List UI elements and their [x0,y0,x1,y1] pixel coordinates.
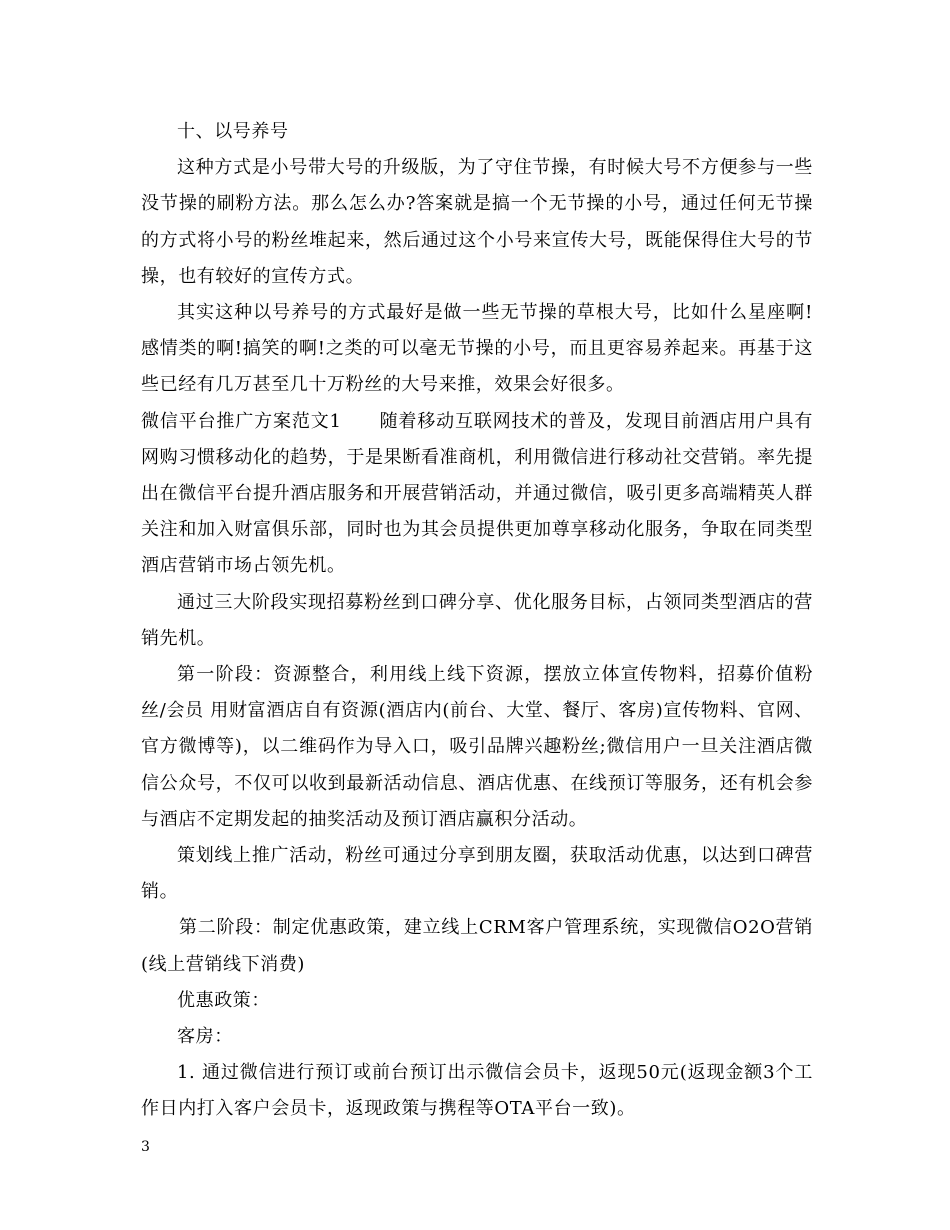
paragraph: 优惠政策： [177,989,270,1011]
document-body [141,114,813,1128]
list-item: 1. 通过微信进行预订或前台预订出示微信会员卡，返现50元(返现金额3个工作日内打入客户会员卡，返现政策与携程等OTA平台一致)。 [141,1062,813,1120]
paragraph: 通过三大阶段实现招募粉丝到口碑分享、优化服务目标，占领同类型酒店的营销先机。 [141,591,813,649]
paragraph: 第一阶段：资源整合，利用线上线下资源，摆放立体宣传物料，招募价值粉丝/会员 用财富酒店自有资源(酒店内(前台、大堂、餐厅、客房)宣传物料、官网、官方微博等)，以二维码作为导入口，吸引品牌兴趣粉丝;微信用户一旦关注酒店微信公众号，不仅可以收到最新活动信息、酒店优惠、在线预订等服务，还有机会参与酒店不定期发起的抽奖活动及预订酒店赢积分活动。 [141,664,813,830]
section-heading-10: 十、以号养号 [177,121,289,142]
page-number: 3 [141,1139,150,1155]
paragraph: 微信平台推广方案范文1 随着移动互联网技术的普及，发现目前酒店用户具有网购习惯移动化的趋势，于是果断看准商机，利用微信进行移动社交营销。率先提出在微信平台提升酒店服务和开展营销活动，并通过微信，吸引更多高端精英人群关注和加入财富俱乐部，同时也为其会员提供更加尊享移动化服务，争取在同类型酒店营销市场占领先机。 [141,410,813,577]
paragraph: 客房： [177,1026,233,1048]
paragraph: 这种方式是小号带大号的升级版，为了守住节操，有时候大号不方便参与一些没节操的刷粉方法。那么怎么办?答案就是搞一个无节操的小号，通过任何无节操的方式将小号的粉丝堆起来，然后通过这个小号来宣传大号，既能保得住大号的节操，也有较好的宣传方式。 [141,157,813,287]
paragraph: 策划线上推广活动，粉丝可通过分享到朋友圈，获取活动优惠，以达到口碑营销。 [141,845,813,903]
paragraph: 第二阶段：制定优惠政策，建立线上CRM客户管理系统，实现微信O2O营销(线上营销线下消费) [141,917,813,975]
paragraph: 其实这种以号养号的方式最好是做一些无节操的草根大号，比如什么星座啊!感情类的啊!搞笑的啊!之类的可以毫无节操的小号，而且更容易养起来。再基于这些已经有几万甚至几十万粉丝的大号来推，效果会好很多。 [141,302,813,396]
